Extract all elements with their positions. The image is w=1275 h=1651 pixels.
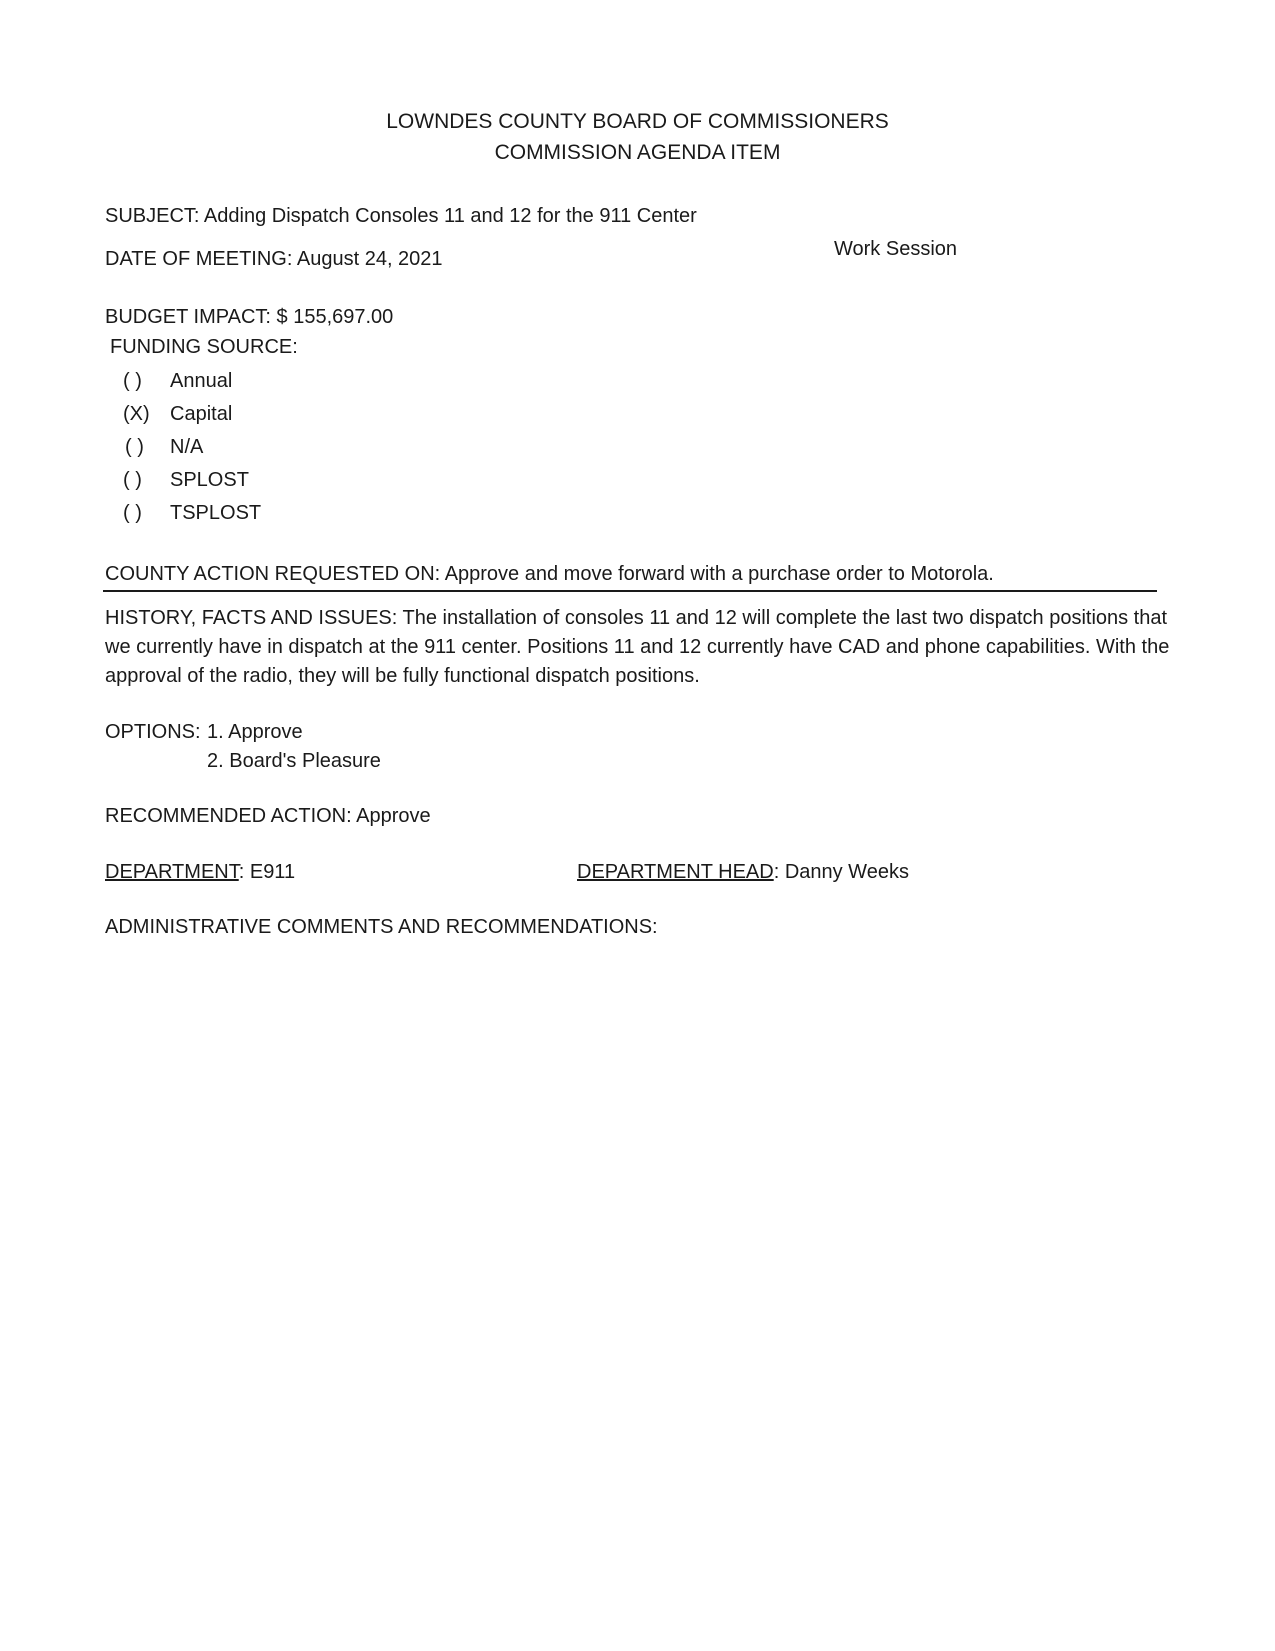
action-requested-row (105, 560, 994, 588)
option-item: 2. Board's Pleasure (207, 750, 381, 772)
funding-option-label: TSPLOST (170, 502, 262, 524)
budget-impact-value: $ 155,697.00 (276, 306, 394, 328)
funding-option-label: Annual (170, 370, 233, 392)
budget-impact-row (105, 303, 393, 331)
subject-row (105, 202, 697, 230)
header-title: LOWNDES COUNTY BOARD OF COMMISSIONERS (386, 110, 889, 133)
funding-option-mark: ( ) (123, 502, 142, 524)
meeting-date-label: DATE OF MEETING: (105, 248, 293, 270)
funding-option-mark: (X) (123, 403, 150, 425)
funding-option-label: N/A (170, 436, 204, 458)
recommended-action-value: Approve (356, 805, 431, 827)
history-value: The installation of consoles 11 and 12 will complete the last two dispatch positions that we currently have in dispatch at the 911 center. Positions 11 and 12 currently have CAD and phone capabilities. With the approval of the radio, they will be fully functional dispatch positions. (105, 607, 1170, 687)
funding-source-label: FUNDING SOURCE: (110, 336, 298, 358)
funding-option-mark: ( ) (123, 469, 142, 491)
subject-value: Adding Dispatch Consoles 11 and 12 for the 911 Center (203, 205, 697, 227)
meeting-session-type: Work Session (834, 238, 958, 260)
department-head-row (577, 858, 909, 886)
funding-option-label: SPLOST (170, 469, 249, 491)
admin-comments-label: ADMINISTRATIVE COMMENTS AND RECOMMENDATIONS: (105, 916, 658, 938)
funding-option-label: Capital (170, 403, 233, 425)
option-item: 1. Approve (207, 721, 303, 743)
meeting-date-row (105, 245, 443, 273)
action-requested-label: COUNTY ACTION REQUESTED ON: (105, 563, 441, 585)
department-label: DEPARTMENT (105, 861, 239, 883)
recommended-action-label: RECOMMENDED ACTION: (105, 805, 352, 827)
recommended-action-row (105, 802, 431, 830)
action-requested-value: Approve and move forward with a purchase order to Motorola. (444, 563, 994, 585)
funding-option-mark: ( ) (125, 436, 144, 458)
subject-label: SUBJECT: (105, 205, 200, 227)
history-paragraph (105, 604, 1175, 691)
meeting-date-value: August 24, 2021 (296, 248, 443, 270)
department-row (105, 858, 295, 886)
department-head-label: DEPARTMENT HEAD (577, 861, 774, 883)
section-divider (103, 590, 1157, 592)
department-head-value: : Danny Weeks (773, 861, 909, 883)
header-subtitle: COMMISSION AGENDA ITEM (494, 141, 781, 164)
department-value: : E911 (238, 861, 296, 883)
budget-impact-label: BUDGET IMPACT: (105, 306, 271, 328)
funding-option-mark: ( ) (123, 370, 142, 392)
options-label: OPTIONS: (105, 721, 201, 743)
history-label: HISTORY, FACTS AND ISSUES: (105, 607, 398, 629)
